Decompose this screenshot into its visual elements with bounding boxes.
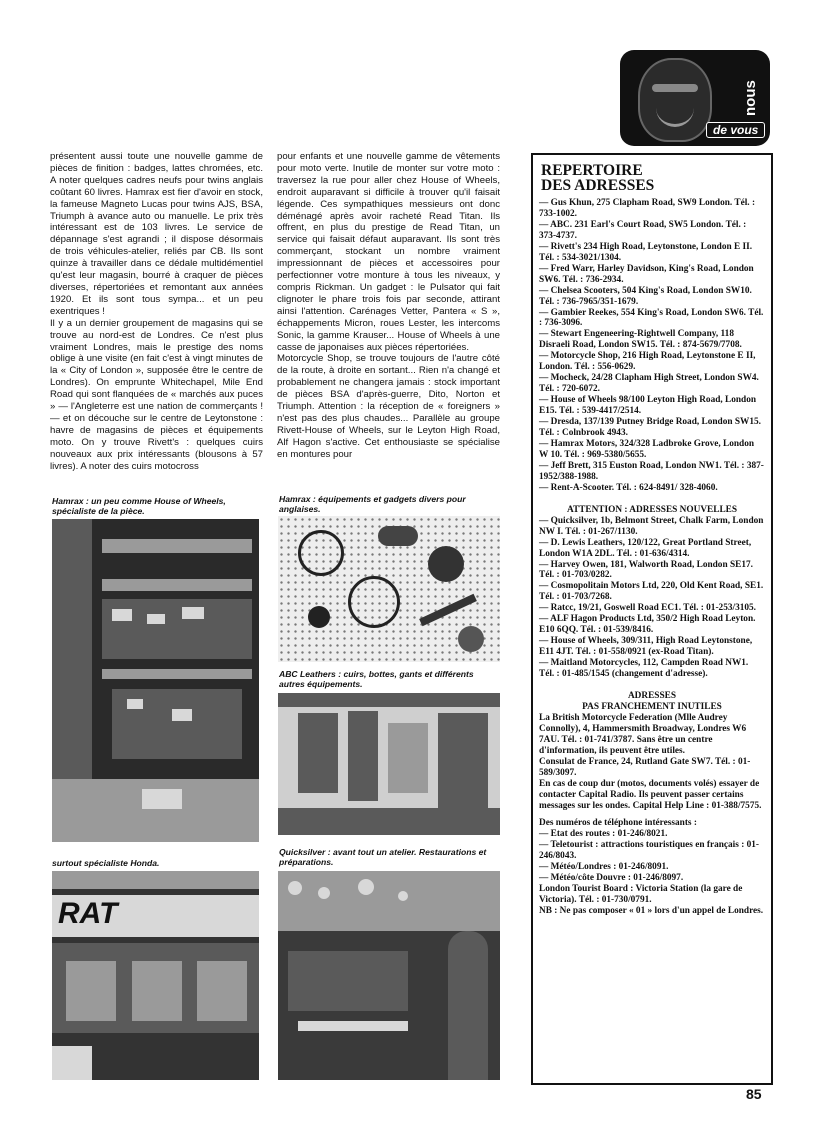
article-column-2	[277, 151, 500, 461]
new-address-list	[539, 516, 765, 680]
caption-quicksilver: Quicksilver : avant tout un atelier. Restaurations et préparations.	[279, 847, 487, 867]
useful-address-list	[539, 713, 765, 812]
photo-abc-leathers	[278, 693, 500, 835]
phone-number-list	[539, 829, 765, 917]
directory-entry: — Cosmopolitain Motors Ltd, 220, Old Kent Road, SE1. Tél. : 01-703/7268.	[539, 581, 764, 603]
directory-entry: — Gambier Reekes, 554 King's Road, London SW6. Tél. : 736-3096.	[539, 307, 764, 329]
article-paragraph: Motorcycle Shop, se trouve toujours de l'autre côté de la route, à droite en sortant... Rien n'a changé et probablement ne changera jamais : stock important de pièces BSA d'après-guerre, Dito, Norton et Triumph. Attention : la réception de « foreigners » n'est pas des plus chaudes... Parallèle au groupe Rivett-House of Wheels, sur le Leyton High Road, Alf Hagon s'active. Cet enthousiaste se spécialise en montures pour	[277, 353, 500, 460]
logo-word: nous	[742, 80, 759, 116]
directory-title	[541, 163, 765, 193]
directory-entry: — House of Wheels, 309/311, High Road Leytonstone, E11 4JT. Tél. : 01-558/0921 (ex-Road Titan).	[539, 636, 753, 658]
photo-hamrax-shop	[52, 519, 259, 842]
phone-heading: Des numéros de téléphone intéressants :	[539, 818, 697, 829]
directory-entry: — Chelsea Scooters, 504 King's Road, London SW10. Tél. : 736-7965/351-1679.	[539, 285, 752, 307]
caption-hamrax-shop: Hamrax : un peu comme House of Wheels, spécialiste de la pièce.	[52, 496, 226, 516]
directory-entry: NB : Ne pas composer « 01 » lors d'un appel de Londres.	[539, 906, 764, 917]
photo-quicksilver-workshop	[278, 871, 500, 1080]
address-directory-box	[531, 153, 773, 1085]
directory-entry: — Maitland Motorcycles, 112, Campden Road NW1. Tél. : 01-485/1545 (changement d'adresse).	[539, 658, 749, 680]
directory-entry: — Rent-A-Scooter. Tél. : 624-8491/ 328-4060.	[539, 482, 718, 493]
directory-entry: London Tourist Board : Victoria Station (la gare de Victoria). Tél. : 01-730/0791.	[539, 884, 743, 906]
address-directory	[539, 161, 765, 917]
directory-title-line2: DES ADRESSES	[541, 177, 655, 194]
caption-hamrax-equip: Hamrax : équipements et gadgets divers pour anglaises.	[279, 494, 466, 514]
directory-entry: — ABC. 231 Earl's Court Road, SW5 London. Tél. : 373-4737.	[539, 219, 747, 241]
article-paragraph: pour enfants et une nouvelle gamme de vêtements pour moto verte. Inutile de monter sur votre moto : traversez la rue pour aller chez House of Wheels, endroit auparavant si difficile à trouver qu'il faisait légende. Ces sympathiques messieurs ont donc déménagé après avoir racheté Read Titan. Ils offrent, en plus du prestige de Read Titan, un service qui faisait défaut auparavant. Ils sont très commerçant, stockant un nombre vraiment impressionnant de pièces et accessoires pour perfectionner votre monture à tous les niveaux, y compris Rickman. Un gadget : le Pulsator qui fait clignoter le phare trois fois par seconde, attirant ainsi l'attention. Carénages Vetter, Pantera « S », échappements Micron, roues Lester, les intercoms Sonic, la gamme Krauser... House of Wheels à une casse de japonaises aux pièces répertoriées.	[277, 151, 500, 353]
directory-entry: La British Motorcycle Federation (Mlle Audrey Connolly), 4, Hammersmith Broadway, Londres W6 7AU. Tél. : 01-741/3787. Sans être un centre d'information, ils peuvent être utiles.	[539, 712, 747, 756]
directory-entry: — Rivett's 234 High Road, Leytonstone, London E II. Tél. : 534-3021/1304.	[539, 241, 753, 263]
face-illustration-icon	[638, 58, 712, 142]
caption-honda: surtout spécialiste Honda.	[52, 858, 160, 868]
nous-de-vous-logo	[620, 50, 770, 146]
directory-entry: — Gus Khun, 275 Clapham Road, SW9 London. Tél. : 733-1002.	[539, 198, 756, 219]
article-paragraph: Il y a un dernier groupement de magasins qui se trouve au nord-est de Londres. Ce n'est plus vraiment Londres, mais le prestige des noms oblige à une visite (en fait c'est à vingt minutes de la « City of London », supposée être le centre de Londres). On emprunte Whitechapel, Mile End Road qui sont flanquées de « marchés aux puces » — l'Angleterre est une nation de commerçants ! — et on découche sur le centre de Leytonstone : havre de magasins de pièces et équipements moto. On y trouve Rivett's : quelques cuirs nouveaux aux prix intéressants (blousons à 57 livres). A noter des cuirs motocross	[50, 317, 263, 472]
directory-entry: — Mocheck, 24/28 Clapham High Street, London SW4. Tél. : 720-6072.	[539, 373, 759, 395]
new-addresses-heading: ATTENTION : ADRESSES NOUVELLES	[566, 504, 738, 515]
directory-title-line1: REPERTOIRE	[541, 162, 643, 179]
directory-entry: — Teletourist : attractions touristiques en français : 01-246/8043.	[539, 840, 760, 862]
useful-heading-1: ADRESSES	[627, 690, 677, 701]
directory-entry: — House of Wheels 98/100 Leyton High Road, London E15. Tél. : 539-4417/2514.	[539, 395, 757, 417]
article-column-1	[50, 151, 263, 472]
directory-entry: — Quicksilver, 1b, Belmont Street, Chalk Farm, London NW I. Tél. : 01-267/1130.	[539, 515, 764, 537]
directory-entry: — D. Lewis Leathers, 120/122, Great Portland Street, London W1A 2DL. Tél. : 01-636/4314.	[539, 537, 752, 559]
useful-heading-2: PAS FRANCHEMENT INUTILES	[582, 701, 722, 712]
caption-abc: ABC Leathers : cuirs, bottes, gants et différents autres équipements.	[279, 669, 474, 689]
directory-entry: — Harvey Owen, 181, Walworth Road, London SE17. Tél. : 01-703/0282.	[539, 559, 753, 581]
photo-pegboard-gadgets	[278, 516, 500, 662]
directory-entry: — Hamrax Motors, 324/328 Ladbroke Grove, London W 10. Tél. : 969-5380/5655.	[539, 438, 755, 460]
storefront-sign: RAT	[58, 897, 118, 930]
directory-entry: — Ratcc, 19/21, Goswell Road EC1. Tél. : 01-253/3105.	[539, 603, 757, 614]
photo-storefront	[52, 871, 259, 1080]
directory-entry: — ALF Hagon Products Ltd, 350/2 High Road Leyton. E10 6QQ. Tél. : 01-539/8416.	[539, 614, 756, 636]
directory-entry: — Jeff Brett, 315 Euston Road, London NW1. Tél. : 387-1952/388-1988.	[539, 460, 764, 482]
directory-entry: — Dresda, 137/139 Putney Bridge Road, London SW15. Tél. : Colnbrook 4943.	[539, 417, 761, 439]
directory-entry: — Fred Warr, Harley Davidson, King's Road, London SW6. Tél. : 736-2934.	[539, 263, 754, 285]
article-paragraph: présentent aussi toute une nouvelle gamme de pièces de finition : badges, lattes chromées, etc. A noter quelques cadres neufs pour twins anglais coûtant 60 livres. Hamrax est fier d'avoir en stock, la fameuse Magneto Lucas pour twins AJS, BSA, Triumph à avance auto ou manuelle. Le prix très intéressant est de 103 livres. Le service de dépannage s'est agrandi ; il dispose désormais de trois véhicules-atelier, reliés par CB. Ils sont quinze à travailler dans ce dédale multidémentiel qu'est leur magasin, bourré à craquer de pièces diverses, répertoriées et remontant aux années 1920. Et ils sont tous sympa... et un peu exentriques !	[50, 151, 263, 317]
directory-entry: — Météo/côte Douvre : 01-246/8097.	[539, 873, 684, 884]
page-number: 85	[746, 1086, 762, 1102]
directory-entry: En cas de coup dur (motos, documents volés) essayer de contacter Capital Radio. Ils peuvent passer certains messages sur les ondes. Capital Help Line : 01-388/7575.	[539, 778, 762, 811]
directory-entry: — Motorcycle Shop, 216 High Road, Leytonstone E II, London. Tél. : 556-0629.	[539, 351, 756, 373]
logo-tag: de vous	[706, 122, 765, 138]
address-list	[539, 198, 765, 494]
directory-entry: Consulat de France, 24, Rutland Gate SW7. Tél. : 01-589/3097.	[539, 756, 751, 778]
directory-entry: — Etat des routes : 01-246/8021.	[539, 829, 668, 840]
directory-entry: — Stewart Engeneering-Rightwell Company, 118 Disraeli Road, London SW15. Tél. : 874-5679/7708.	[539, 329, 742, 351]
directory-entry: — Météo/Londres : 01-246/8091.	[539, 862, 669, 873]
